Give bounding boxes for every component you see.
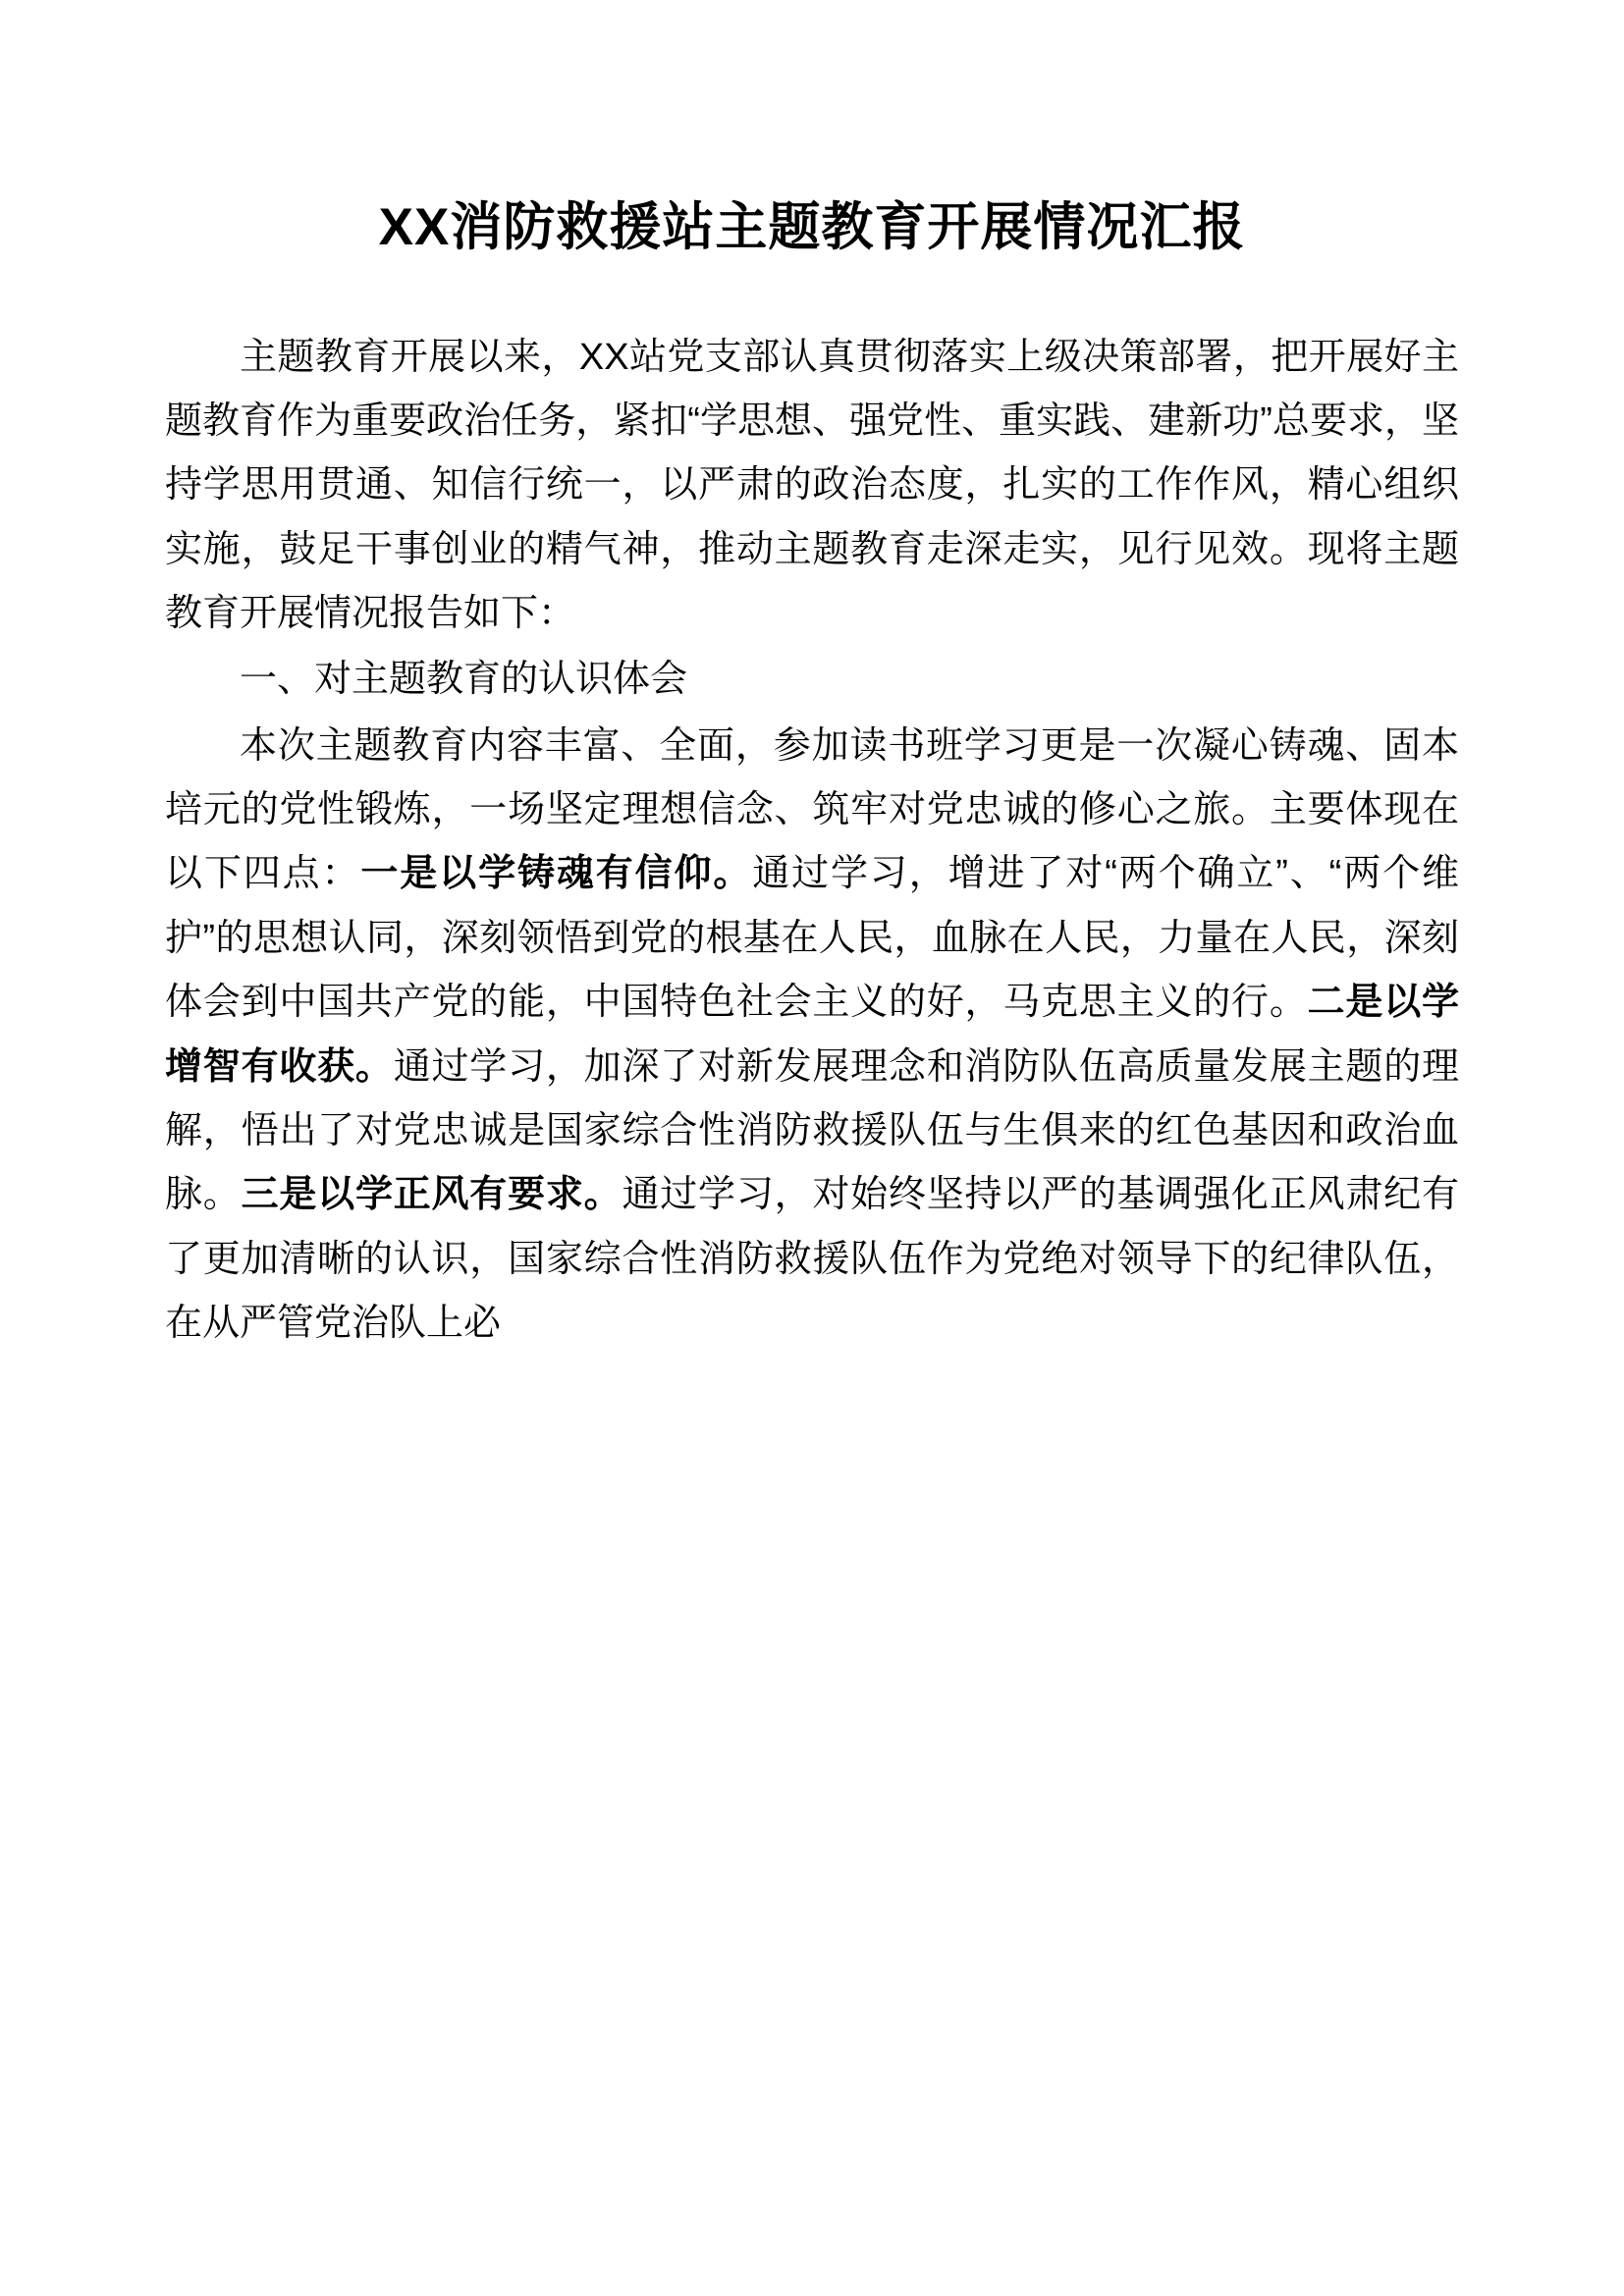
body-text: 通过学习，增进了对“两个确立”、“两个维护”的思想认同，深刻领悟到党的根基在人民，血脉在人民，力量在人民，深刻体会到中国共产党的能，中国特色社会主义的好，马克思主义的行。: [165, 853, 1459, 1024]
paragraph-section-one-body: [165, 715, 1459, 1357]
emphasis-text: 一是以学铸魂有信仰。: [360, 853, 753, 895]
paragraph-intro: [165, 326, 1459, 647]
paragraph-section-one-heading: [165, 648, 1459, 712]
emphasis-text: 二是以学增智有收获。: [165, 982, 1459, 1088]
body-text: 通过学习，加深了对新发展理念和消防队伍高质量发展主题的理解，悟出了对党忠诚是国家综合性消防救援队伍与生俱来的红色基因和政治血脉。: [165, 1045, 1459, 1216]
page-title: XX消防救援站主题教育开展情况汇报: [378, 198, 1246, 256]
body-text: 本次主题教育内容丰富、全面，参加读书班学习更是一次凝心铸魂、固本培元的党性锻炼，一场坚定理想信念、筑牢对党忠诚的修心之旅。主要体现在以下四点：: [165, 724, 1459, 895]
emphasis-text: 三是以学正风有要求。: [241, 1174, 623, 1216]
document-body: [165, 326, 1459, 1357]
body-text: 一、对主题教育的认识体会: [240, 659, 688, 701]
body-text: 通过学习，对始终坚持以严的基调强化正风肃纪有了更加清晰的认识，国家综合性消防救援队伍作为党绝对领导下的纪律队伍，在从严管党治队上必: [165, 1174, 1459, 1344]
body-text: 主题教育开展以来，XX站党支部认真贯彻落实上级决策部署，把开展好主题教育作为重要政治任务，紧扣“学思想、强党性、重实践、建新功”总要求，坚持学思用贯通、知信行统一，以严肃的政治态度，扎实的工作作风，精心组织实施，鼓足干事创业的精气神，推动主题教育走深走实，见行见效。现将主题教育开展情况报告如下：: [165, 336, 1459, 634]
